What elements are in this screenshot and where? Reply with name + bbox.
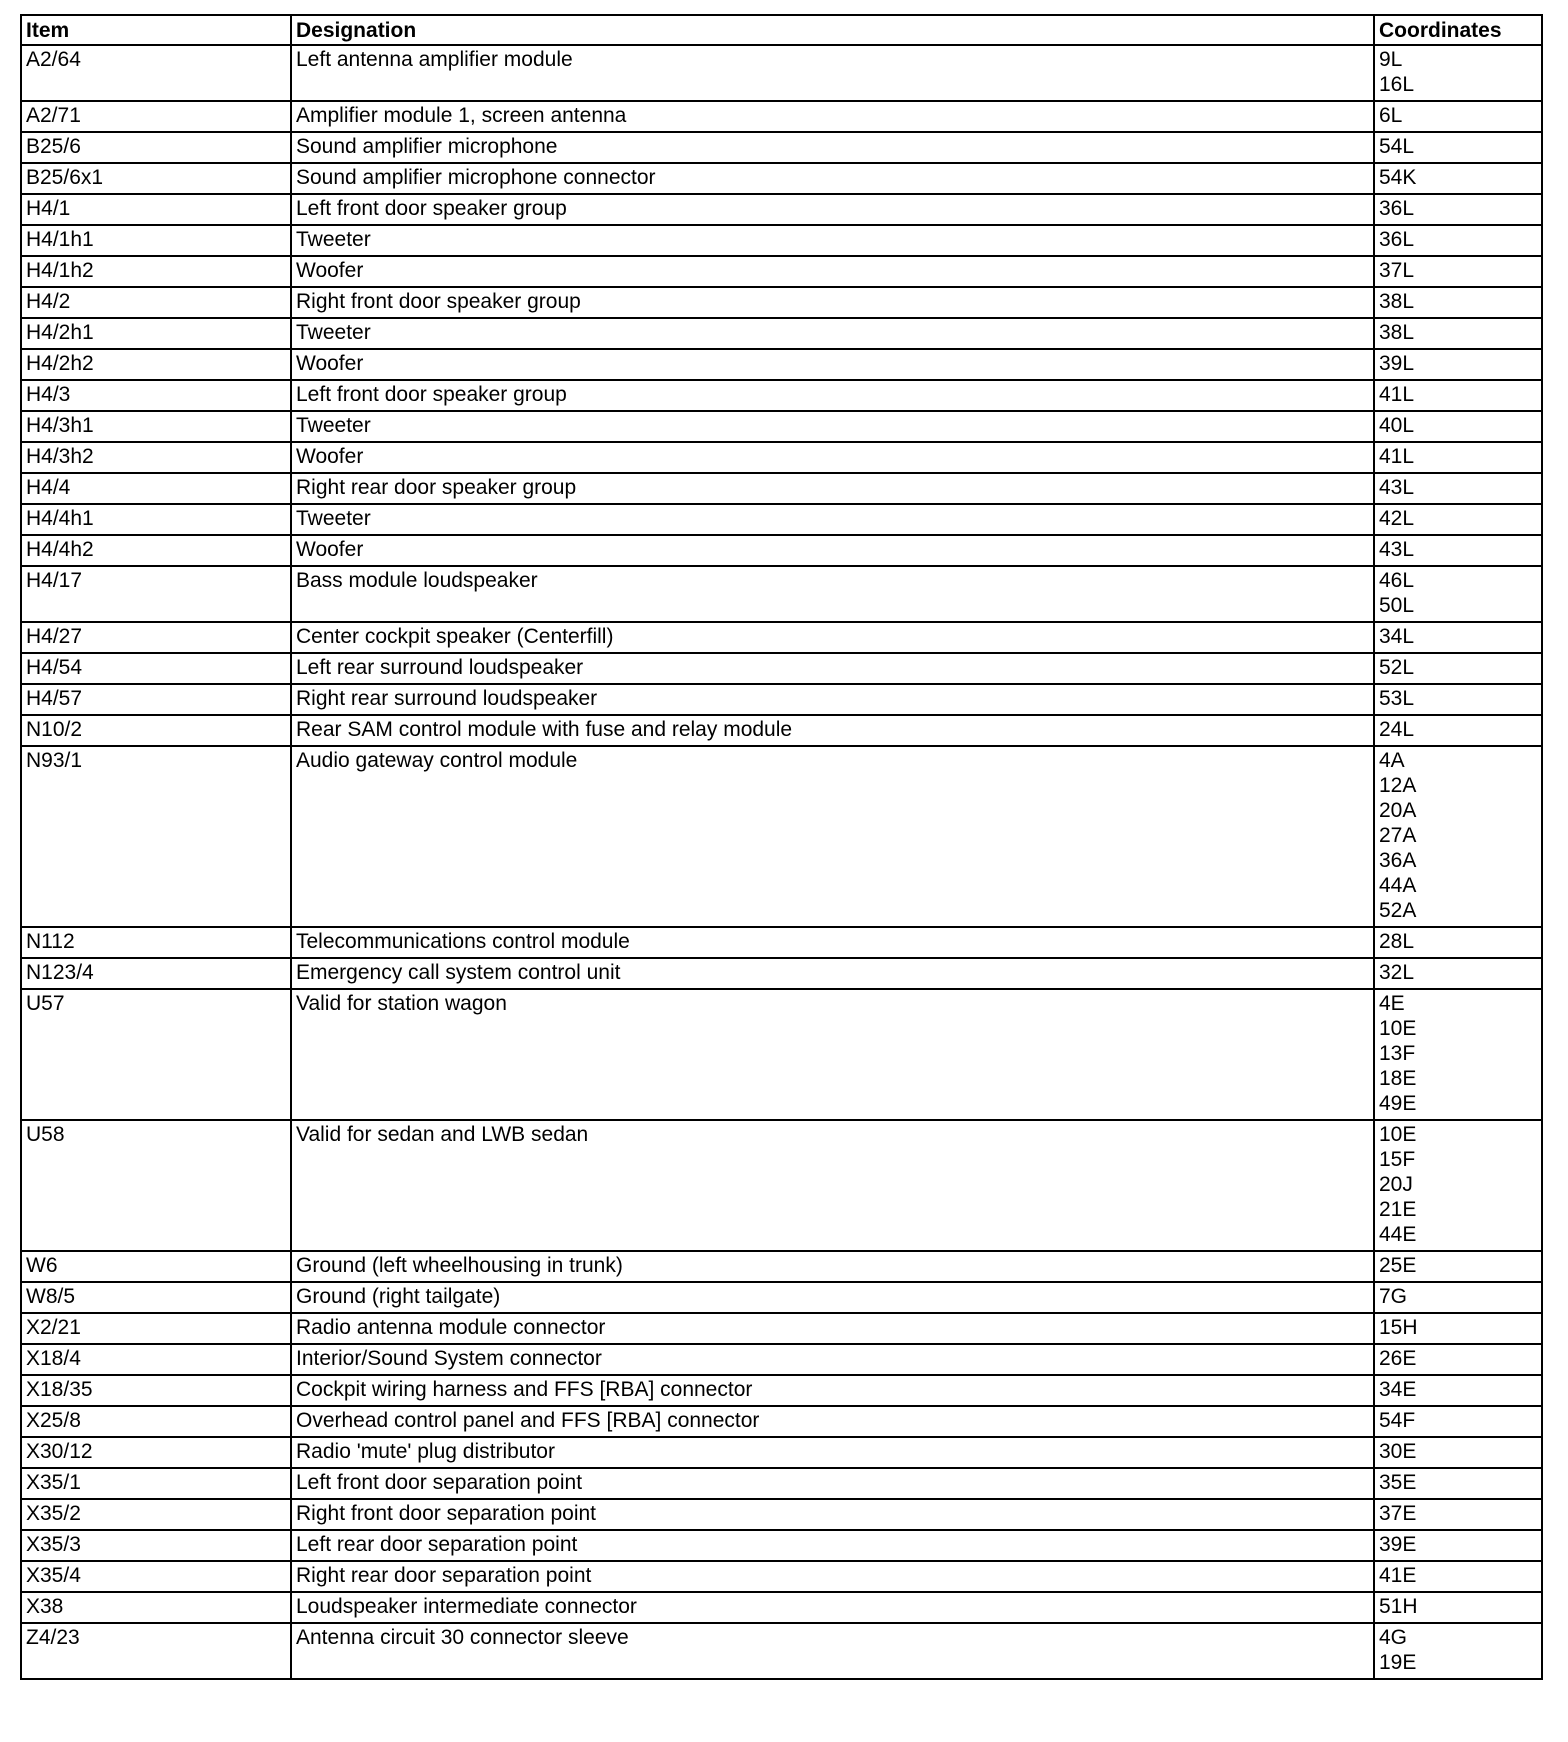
coordinates-cell <box>1374 927 1542 958</box>
coordinate-value: 52L <box>1379 656 1415 679</box>
coordinate-value: 15H <box>1379 1316 1418 1339</box>
coordinate-value: 35E <box>1379 1471 1417 1494</box>
designation-cell: Tweeter <box>291 411 1374 442</box>
designation-cell: Left front door separation point <box>291 1468 1374 1499</box>
designation-cell: Valid for sedan and LWB sedan <box>291 1120 1374 1251</box>
coordinate-value: 6L <box>1379 104 1403 127</box>
table-row <box>21 566 1542 622</box>
item-cell: H4/57 <box>21 684 291 715</box>
coordinate-value: 49E <box>1379 1092 1417 1115</box>
coordinate-value: 41L <box>1379 383 1415 406</box>
coordinate-value: 36A <box>1379 849 1417 872</box>
table-body <box>21 45 1542 1679</box>
coordinates-cell <box>1374 318 1542 349</box>
coordinate-value: 10E <box>1379 1017 1417 1040</box>
table-row <box>21 1592 1542 1623</box>
designation-cell: Emergency call system control unit <box>291 958 1374 989</box>
coordinate-value: 34L <box>1379 625 1415 648</box>
table-row <box>21 45 1542 101</box>
coordinate-value: 44A <box>1379 874 1417 897</box>
coordinates-cell <box>1374 746 1542 927</box>
coordinates-cell <box>1374 1561 1542 1592</box>
table-row <box>21 1561 1542 1592</box>
designation-cell: Radio 'mute' plug distributor <box>291 1437 1374 1468</box>
table-row <box>21 349 1542 380</box>
item-cell: H4/2h1 <box>21 318 291 349</box>
table-row <box>21 653 1542 684</box>
coordinate-value: 38L <box>1379 321 1415 344</box>
table-row <box>21 684 1542 715</box>
table-row <box>21 163 1542 194</box>
item-cell: N123/4 <box>21 958 291 989</box>
designation-cell: Rear SAM control module with fuse and relay module <box>291 715 1374 746</box>
coordinate-value: 54K <box>1379 166 1417 189</box>
coordinates-cell <box>1374 1468 1542 1499</box>
designation-cell: Left front door speaker group <box>291 380 1374 411</box>
header-row <box>21 15 1542 45</box>
designation-cell: Woofer <box>291 535 1374 566</box>
coordinates-cell <box>1374 622 1542 653</box>
coordinate-value: 15F <box>1379 1148 1416 1171</box>
coordinate-value: 13F <box>1379 1042 1416 1065</box>
table-row <box>21 504 1542 535</box>
designation-cell: Woofer <box>291 442 1374 473</box>
item-cell: H4/17 <box>21 566 291 622</box>
table-row <box>21 1468 1542 1499</box>
coordinate-value: 37L <box>1379 259 1415 282</box>
table-row <box>21 1406 1542 1437</box>
designation-cell: Antenna circuit 30 connector sleeve <box>291 1623 1374 1679</box>
coordinate-value: 25E <box>1379 1254 1417 1277</box>
coordinates-cell <box>1374 684 1542 715</box>
coordinate-value: 28L <box>1379 930 1415 953</box>
component-legend-table <box>20 14 1543 1680</box>
item-cell: W8/5 <box>21 1282 291 1313</box>
item-cell: X35/1 <box>21 1468 291 1499</box>
coordinate-value: 36L <box>1379 197 1415 220</box>
item-cell: H4/4h1 <box>21 504 291 535</box>
coordinates-cell <box>1374 287 1542 318</box>
table-row <box>21 1344 1542 1375</box>
coordinate-value: 43L <box>1379 476 1415 499</box>
designation-cell: Ground (left wheelhousing in trunk) <box>291 1251 1374 1282</box>
designation-cell: Amplifier module 1, screen antenna <box>291 101 1374 132</box>
coordinate-value: 38L <box>1379 290 1415 313</box>
table-row <box>21 989 1542 1120</box>
coordinates-cell <box>1374 1592 1542 1623</box>
designation-cell: Woofer <box>291 349 1374 380</box>
designation-cell: Ground (right tailgate) <box>291 1282 1374 1313</box>
coordinates-cell <box>1374 1251 1542 1282</box>
table-row <box>21 473 1542 504</box>
coordinate-value: 4E <box>1379 992 1405 1015</box>
coordinates-cell <box>1374 653 1542 684</box>
coordinates-cell <box>1374 1313 1542 1344</box>
item-cell: H4/3h1 <box>21 411 291 442</box>
designation-cell: Bass module loudspeaker <box>291 566 1374 622</box>
designation-cell: Left front door speaker group <box>291 194 1374 225</box>
designation-cell: Left rear surround loudspeaker <box>291 653 1374 684</box>
coordinates-cell <box>1374 442 1542 473</box>
coordinate-value: 4A <box>1379 749 1405 772</box>
item-cell: X35/2 <box>21 1499 291 1530</box>
designation-cell: Radio antenna module connector <box>291 1313 1374 1344</box>
designation-cell: Left rear door separation point <box>291 1530 1374 1561</box>
table-row <box>21 1120 1542 1251</box>
coordinates-cell <box>1374 163 1542 194</box>
table-row <box>21 1499 1542 1530</box>
designation-cell: Valid for station wagon <box>291 989 1374 1120</box>
coordinate-value: 24L <box>1379 718 1415 741</box>
coordinates-cell <box>1374 715 1542 746</box>
item-cell: H4/2 <box>21 287 291 318</box>
designation-cell: Center cockpit speaker (Centerfill) <box>291 622 1374 653</box>
designation-cell: Telecommunications control module <box>291 927 1374 958</box>
coordinates-cell <box>1374 504 1542 535</box>
designation-cell: Tweeter <box>291 225 1374 256</box>
coordinate-value: 52A <box>1379 899 1417 922</box>
coordinates-cell <box>1374 1623 1542 1679</box>
item-cell: Z4/23 <box>21 1623 291 1679</box>
coordinate-value: 53L <box>1379 687 1415 710</box>
coordinates-cell <box>1374 349 1542 380</box>
item-cell: H4/3h2 <box>21 442 291 473</box>
table-row <box>21 442 1542 473</box>
item-cell: A2/71 <box>21 101 291 132</box>
designation-cell: Interior/Sound System connector <box>291 1344 1374 1375</box>
table-row <box>21 535 1542 566</box>
coordinates-cell <box>1374 380 1542 411</box>
coordinate-value: 32L <box>1379 961 1415 984</box>
coordinates-cell <box>1374 256 1542 287</box>
coordinates-cell <box>1374 1375 1542 1406</box>
table-row <box>21 380 1542 411</box>
column-header-item: Item <box>21 15 291 45</box>
coordinate-value: 19E <box>1379 1651 1417 1674</box>
item-cell: X35/3 <box>21 1530 291 1561</box>
coordinates-cell <box>1374 566 1542 622</box>
item-cell: H4/1 <box>21 194 291 225</box>
coordinates-cell <box>1374 473 1542 504</box>
coordinates-cell <box>1374 1406 1542 1437</box>
coordinate-value: 36L <box>1379 228 1415 251</box>
table-row <box>21 411 1542 442</box>
item-cell: H4/4h2 <box>21 535 291 566</box>
table-row <box>21 746 1542 927</box>
coordinates-cell <box>1374 101 1542 132</box>
table-row <box>21 256 1542 287</box>
table-row <box>21 1282 1542 1313</box>
table-row <box>21 225 1542 256</box>
coordinate-value: 54L <box>1379 135 1415 158</box>
table-row <box>21 1313 1542 1344</box>
coordinate-value: 7G <box>1379 1285 1408 1308</box>
designation-cell: Sound amplifier microphone connector <box>291 163 1374 194</box>
table-row <box>21 1530 1542 1561</box>
coordinate-value: 50L <box>1379 594 1415 617</box>
coordinate-value: 21E <box>1379 1198 1417 1221</box>
coordinates-cell <box>1374 989 1542 1120</box>
coordinate-value: 41E <box>1379 1564 1417 1587</box>
item-cell: W6 <box>21 1251 291 1282</box>
item-cell: H4/4 <box>21 473 291 504</box>
table-row <box>21 318 1542 349</box>
item-cell: X38 <box>21 1592 291 1623</box>
coordinates-cell <box>1374 1120 1542 1251</box>
item-cell: H4/2h2 <box>21 349 291 380</box>
designation-cell: Tweeter <box>291 504 1374 535</box>
item-cell: H4/1h1 <box>21 225 291 256</box>
table-row <box>21 194 1542 225</box>
coordinates-cell <box>1374 1344 1542 1375</box>
coordinates-cell <box>1374 1282 1542 1313</box>
designation-cell: Woofer <box>291 256 1374 287</box>
item-cell: N112 <box>21 927 291 958</box>
item-cell: B25/6x1 <box>21 163 291 194</box>
coordinate-value: 12A <box>1379 774 1417 797</box>
item-cell: X30/12 <box>21 1437 291 1468</box>
coordinate-value: 30E <box>1379 1440 1417 1463</box>
coordinate-value: 51H <box>1379 1595 1418 1618</box>
item-cell: U57 <box>21 989 291 1120</box>
item-cell: U58 <box>21 1120 291 1251</box>
coordinate-value: 27A <box>1379 824 1417 847</box>
coordinate-value: 37E <box>1379 1502 1417 1525</box>
table-row <box>21 1375 1542 1406</box>
coordinate-value: 34E <box>1379 1378 1417 1401</box>
designation-cell: Overhead control panel and FFS [RBA] connector <box>291 1406 1374 1437</box>
table-row <box>21 715 1542 746</box>
coordinates-cell <box>1374 958 1542 989</box>
coordinate-value: 39L <box>1379 352 1415 375</box>
coordinates-cell <box>1374 535 1542 566</box>
designation-cell: Audio gateway control module <box>291 746 1374 927</box>
coordinate-value: 42L <box>1379 507 1415 530</box>
coordinate-value: 46L <box>1379 569 1415 592</box>
designation-cell: Right rear door speaker group <box>291 473 1374 504</box>
coordinate-value: 16L <box>1379 73 1415 96</box>
table-row <box>21 622 1542 653</box>
coordinate-value: 9L <box>1379 48 1403 71</box>
designation-cell: Right rear surround loudspeaker <box>291 684 1374 715</box>
designation-cell: Tweeter <box>291 318 1374 349</box>
coordinate-value: 39E <box>1379 1533 1417 1556</box>
item-cell: H4/3 <box>21 380 291 411</box>
table-row <box>21 1251 1542 1282</box>
coordinate-value: 44E <box>1379 1223 1417 1246</box>
coordinates-cell <box>1374 132 1542 163</box>
designation-cell: Cockpit wiring harness and FFS [RBA] connector <box>291 1375 1374 1406</box>
coordinate-value: 18E <box>1379 1067 1417 1090</box>
item-cell: B25/6 <box>21 132 291 163</box>
coordinate-value: 4G <box>1379 1626 1408 1649</box>
designation-cell: Sound amplifier microphone <box>291 132 1374 163</box>
designation-cell: Right front door separation point <box>291 1499 1374 1530</box>
coordinates-cell <box>1374 1530 1542 1561</box>
coordinate-value: 40L <box>1379 414 1415 437</box>
item-cell: N93/1 <box>21 746 291 927</box>
item-cell: A2/64 <box>21 45 291 101</box>
coordinate-value: 41L <box>1379 445 1415 468</box>
coordinates-cell <box>1374 1437 1542 1468</box>
coordinate-value: 26E <box>1379 1347 1417 1370</box>
designation-cell: Right rear door separation point <box>291 1561 1374 1592</box>
coordinate-value: 20A <box>1379 799 1417 822</box>
item-cell: X2/21 <box>21 1313 291 1344</box>
item-cell: X25/8 <box>21 1406 291 1437</box>
column-header-coordinates: Coordinates <box>1374 15 1542 45</box>
table-row <box>21 1623 1542 1679</box>
item-cell: H4/1h2 <box>21 256 291 287</box>
coordinate-value: 43L <box>1379 538 1415 561</box>
table-row <box>21 101 1542 132</box>
coordinates-cell <box>1374 1499 1542 1530</box>
coordinate-value: 10E <box>1379 1123 1417 1146</box>
designation-cell: Right front door speaker group <box>291 287 1374 318</box>
table-row <box>21 927 1542 958</box>
coordinates-cell <box>1374 411 1542 442</box>
coordinate-value: 20J <box>1379 1173 1413 1196</box>
table-row <box>21 1437 1542 1468</box>
coordinate-value: 54F <box>1379 1409 1416 1432</box>
table-header <box>21 15 1542 45</box>
designation-cell: Left antenna amplifier module <box>291 45 1374 101</box>
table-row <box>21 287 1542 318</box>
table-row <box>21 958 1542 989</box>
item-cell: H4/27 <box>21 622 291 653</box>
item-cell: X18/4 <box>21 1344 291 1375</box>
coordinates-cell <box>1374 45 1542 101</box>
item-cell: X35/4 <box>21 1561 291 1592</box>
coordinates-cell <box>1374 194 1542 225</box>
item-cell: N10/2 <box>21 715 291 746</box>
item-cell: X18/35 <box>21 1375 291 1406</box>
column-header-designation: Designation <box>291 15 1374 45</box>
designation-cell: Loudspeaker intermediate connector <box>291 1592 1374 1623</box>
item-cell: H4/54 <box>21 653 291 684</box>
table-row <box>21 132 1542 163</box>
coordinates-cell <box>1374 225 1542 256</box>
